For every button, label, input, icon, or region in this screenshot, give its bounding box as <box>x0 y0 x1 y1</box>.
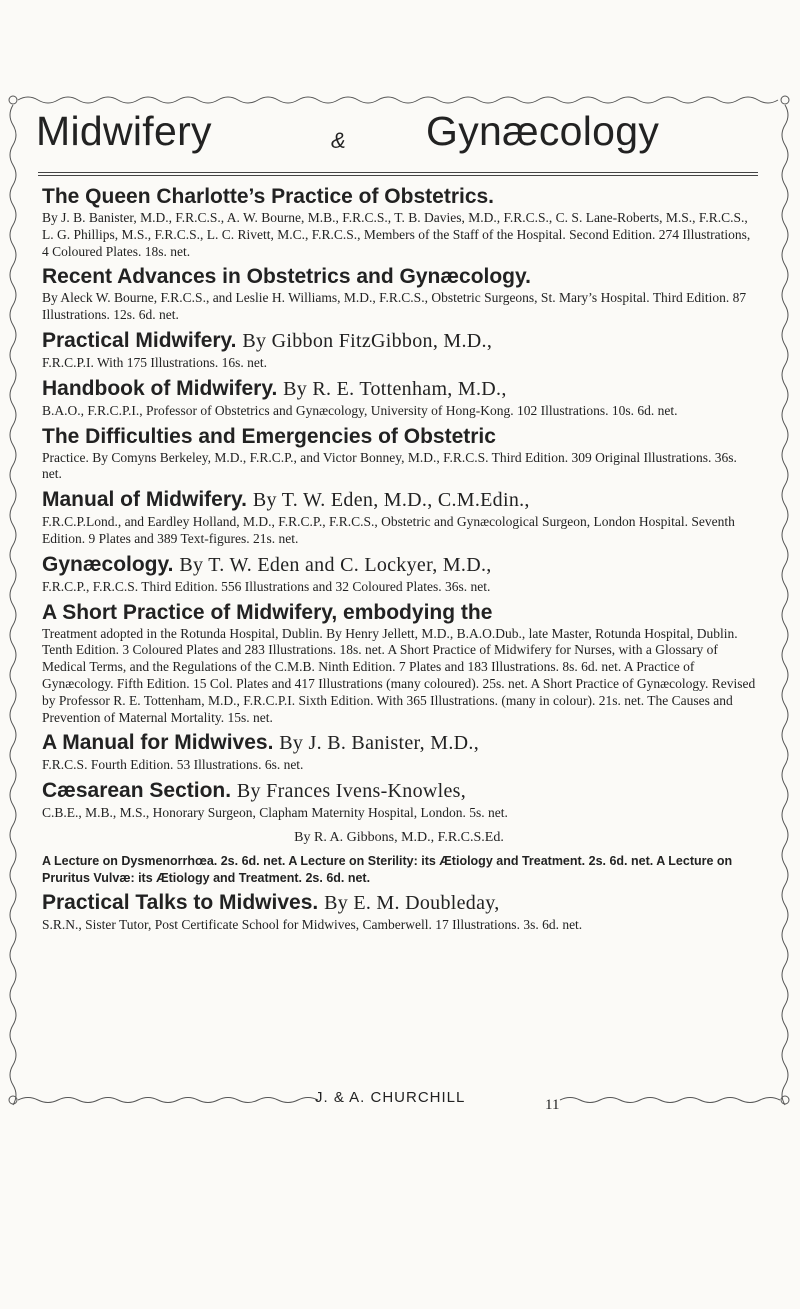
entry-title-author: By T. W. Eden, M.D., C.M.Edin., <box>252 489 530 512</box>
list-item <box>42 551 756 596</box>
list-item <box>42 830 756 886</box>
entry-title-author: By R. E. Tottenham, M.D., <box>283 377 507 400</box>
page-number: 11 <box>545 1097 560 1113</box>
list-item <box>42 599 756 727</box>
header-title-midwifery: Midwifery <box>36 108 212 154</box>
entry-body: By Aleck W. Bourne, F.R.C.S., and Leslie H. Williams, M.D., F.R.C.S., Obstetric Surgeons, St. Mary’s Hospital. Third Edition. 87 Illustrations. 12s. 6d. net. <box>42 290 747 323</box>
list-item <box>42 777 756 822</box>
entry-body: F.R.C.S. Fourth Edition. 53 Illustrations. 6s. net. <box>42 757 304 773</box>
entry-title-line <box>42 327 756 355</box>
entry-title: A Manual for Midwives. <box>42 731 274 755</box>
entry-title: Handbook of Midwifery. <box>42 376 278 400</box>
list-item <box>42 327 756 372</box>
entry-title: Recent Advances in Obstetrics and Gynæcology. <box>42 265 531 289</box>
entry-title-author: By Gibbon FitzGibbon, M.D., <box>242 329 493 352</box>
list-item <box>42 375 756 420</box>
entry-title: Cæsarean Section. <box>42 779 232 803</box>
entry-body: F.R.C.P.Lond., and Eardley Holland, M.D., F.R.C.P., F.R.C.S., Obstetric and Gynæcological Surgeon, London Hospital. Seventh Edition. 9 Plates and 389 Text-figures. 21s. net. <box>42 514 735 546</box>
entry-title-author: By T. W. Eden and C. Lockyer, M.D., <box>179 553 492 576</box>
entry-title-line <box>42 777 756 805</box>
entry-title-line <box>42 375 756 403</box>
entry-title-line <box>42 486 756 514</box>
catalogue-list <box>42 183 756 934</box>
entry-body: C.B.E., M.B., M.S., Honorary Surgeon, Clapham Maternity Hospital, London. 5s. net. <box>42 805 508 821</box>
entry-byline: By R. A. Gibbons, M.D., F.R.C.S.Ed. <box>294 829 504 845</box>
ampersand-monogram-icon: & <box>331 128 346 153</box>
entry-title: The Difficulties and Emergencies of Obstetric <box>42 424 496 448</box>
header-title-gynaecology: Gynæcology <box>426 108 660 154</box>
entry-title-author: By J. B. Banister, M.D., <box>279 732 480 755</box>
entry-body: B.A.O., F.R.C.P.I., Professor of Obstetrics and Gynæcology, University of Hong-Kong. 102 Illustrations. 10s. 6d. net. <box>42 402 678 418</box>
entry-title: A Short Practice of Midwifery, embodying the <box>42 600 493 624</box>
header-rule-bottom <box>38 175 758 176</box>
entry-body: A Lecture on Dysmenorrhœa. 2s. 6d. net. A Lecture on Sterility: its Ætiology and Treatment. 2s. 6d. net. A Lecture on Pruritus Vulvæ: its Ætiology and Treatment. 2s. 6d. net. <box>42 853 733 885</box>
entry-title: The Queen Charlotte’s Practice of Obstetrics. <box>42 185 495 208</box>
list-item <box>42 263 756 324</box>
list-item <box>42 486 756 548</box>
entry-title: Practical Midwifery. <box>42 328 237 352</box>
page-header <box>36 108 756 168</box>
entry-body: Treatment adopted in the Rotunda Hospital, Dublin. By Henry Jellett, M.D., B.A.O.Dub., late Master, Rotunda Hospital, Dublin. Tenth Edition. 3 Coloured Plates and 283 Illustrations. 18s. net. A Short Practice of Midwifery for Nurses, with a Glossary of Medical Terms, and the Regulations of the C.M.B. Ninth Edition. 7 Plates and 183 Illustrations. 8s. 6d. net. A Practice of Gynæcology. Fifth Edition. 15 Col. Plates and 417 Illustrations (many coloured). 25s. net. A Short Practice of Gynæcology. Revised by Professor R. E. Tottenham, M.D., F.R.C.P.I. Sixth Edition. With 365 Illustrations. (many in colour). 21s. net. The Causes and Prevention of Maternal Mortality. 15s. net. <box>42 625 756 725</box>
list-item <box>42 423 756 484</box>
list-item <box>42 183 756 260</box>
entry-body: Practice. By Comyns Berkeley, M.D., F.R.C.P., and Victor Bonney, M.D., F.R.C.S. Third Edition. 309 Original Illustrations. 36s. net. <box>42 449 737 482</box>
entry-body: S.R.N., Sister Tutor, Post Certificate School for Midwives, Camberwell. 17 Illustrations. 3s. 6d. net. <box>42 917 583 933</box>
entry-title-line <box>42 551 756 579</box>
entry-title: Gynæcology. <box>42 552 174 576</box>
entry-title-line <box>42 729 756 757</box>
list-item <box>42 729 756 774</box>
entry-title: Manual of Midwifery. <box>42 488 247 512</box>
publisher-imprint: J. & A. CHURCHILL <box>315 1089 466 1106</box>
header-rule-top <box>38 172 758 173</box>
page-footer <box>0 1085 800 1125</box>
entry-body: F.R.C.P.I. With 175 Illustrations. 16s. net. <box>42 354 268 370</box>
entry-title-author: By E. M. Doubleday, <box>324 892 500 915</box>
entry-title: Practical Talks to Midwives. <box>42 891 319 915</box>
entry-body: By J. B. Banister, M.D., F.R.C.S., A. W. Bourne, M.B., F.R.C.S., T. B. Davies, M.D., F.R.C.S., C. S. Lane-Roberts, M.S., F.R.C.S., L. G. Phillips, M.S., F.R.C.S., L. C. Rivett, M.C., F.R.C.S., Members of the Staff of the Hospital. Second Edition. 274 Illustrations, 4 Coloured Plates. 18s. net. <box>42 210 751 259</box>
entry-title-line <box>42 889 756 917</box>
entry-title-author: By Frances Ivens-Knowles, <box>236 780 467 803</box>
entry-body: F.R.C.P., F.R.C.S. Third Edition. 556 Illustrations and 32 Coloured Plates. 36s. net. <box>42 578 491 594</box>
list-item <box>42 889 756 934</box>
